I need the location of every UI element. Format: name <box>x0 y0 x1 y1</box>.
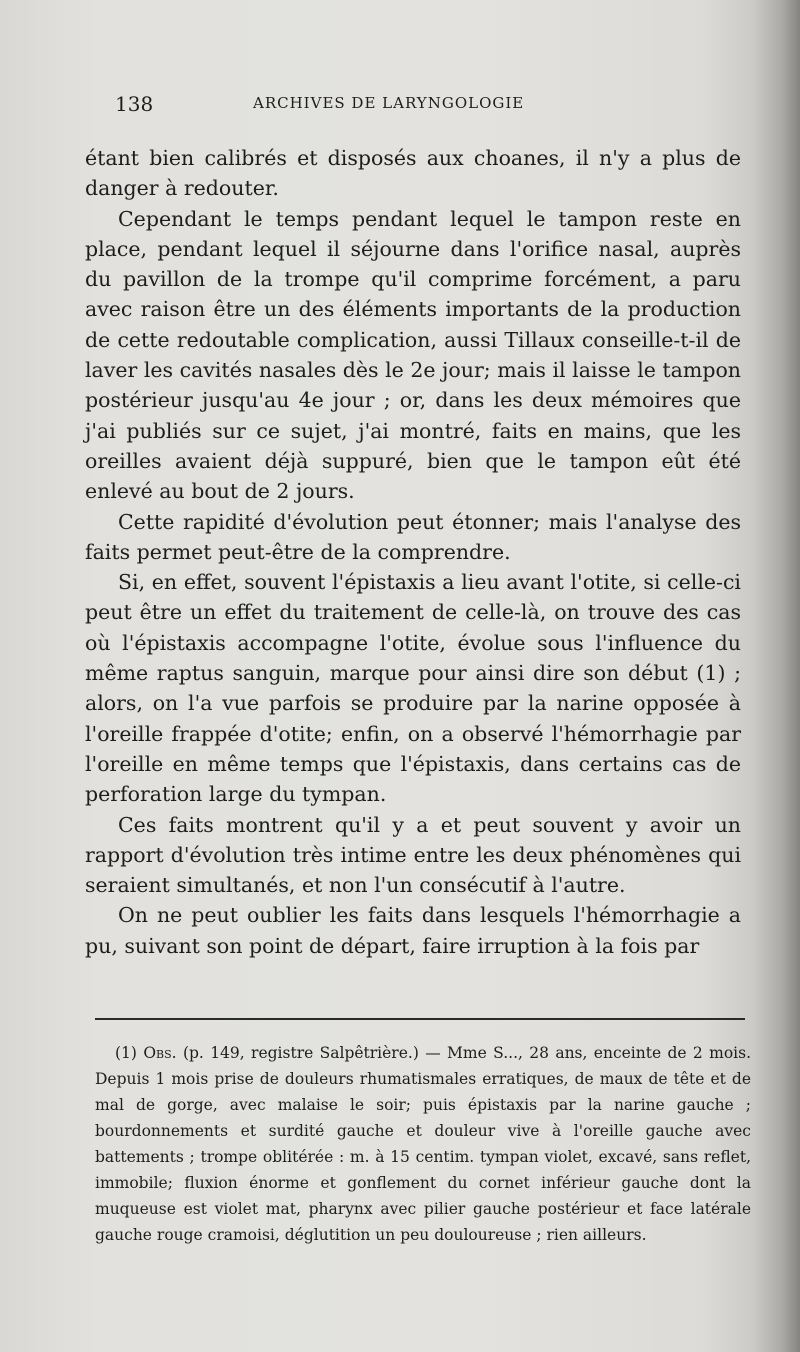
footnote-marker: (1) <box>115 1044 137 1062</box>
footnote-text: (p. 149, registre Salpêtrière.) — Mme S..., 28 ans, enceinte de 2 mois. Depuis 1 mois prise de douleurs rhumatismales erratiques, de maux de tête et de mal de gorge, avec malaise le soir; puis épistaxis par la narine gauche ; bourdonnements et surdité gauche et douleur vive à l'oreille gauche avec battements ; trompe oblitérée : m. à 15 centim. tympan violet, excavé, sans reflet, immobile; fluxion énorme et gonflement du cornet inférieur gauche dont la muqueuse est violet mat, pharynx avec pilier gauche postérieur et face latérale gauche rouge cramoisi, déglutition un peu douloureuse ; rien ailleurs. <box>95 1044 752 1244</box>
body-text <box>85 143 741 961</box>
footnote-divider <box>95 1018 745 1020</box>
paragraph: On ne peut oublier les faits dans lesquels l'hémorrhagie a pu, suivant son point de départ, faire irruption à la fois par <box>85 903 741 958</box>
footnote-obs-label: Obs. <box>143 1044 177 1062</box>
paragraph: Ces faits montrent qu'il y a et peut souvent y avoir un rapport d'évolution très intime entre les deux phénomènes qui seraient simultanés, et non l'un consécutif à l'autre. <box>85 812 741 898</box>
spine-shadow <box>752 0 800 1352</box>
page-header <box>115 90 745 120</box>
footnote <box>95 1040 751 1248</box>
paragraph: Cependant le temps pendant lequel le tampon reste en place, pendant lequel il séjourne dans l'orifice nasal, auprès du pavillon de la trompe qu'il comprime forcément, a paru avec raison être un des éléments importants de la production de cette redoutable complication, aussi Tillaux conseille-t-il de laver les cavités nasales dès le 2e jour; mais il laisse le tampon postérieur jusqu'au 4e jour ; or, dans les deux mémoires que j'ai publiés sur ce sujet, j'ai montré, faits en mains, que les oreilles avaient déjà suppuré, bien que le tampon eût été enlevé au bout de 2 jours. <box>85 206 741 504</box>
paragraph: Cette rapidité d'évolution peut étonner; mais l'analyse des faits permet peut-être de la comprendre. <box>85 509 741 564</box>
paragraph: Si, en effet, souvent l'épistaxis a lieu avant l'otite, si celle-ci peut être un effet du traitement de celle-là, on trouve des cas où l'épistaxis accompagne l'otite, évolue sous l'influence du même raptus sanguin, marque pour ainsi dire son début (1) ; alors, on l'a vue parfois se produire par la narine opposée à l'oreille frappée d'otite; enfin, on a observé l'hémorrhagie par l'oreille en même temps que l'épistaxis, dans certains cas de perforation large du tympan. <box>85 570 741 807</box>
paragraph: étant bien calibrés et disposés aux choanes, il n'y a plus de danger à redouter. <box>85 146 741 201</box>
page-number: 138 <box>115 92 154 116</box>
running-title: ARCHIVES DE LARYNGOLOGIE <box>253 94 525 112</box>
